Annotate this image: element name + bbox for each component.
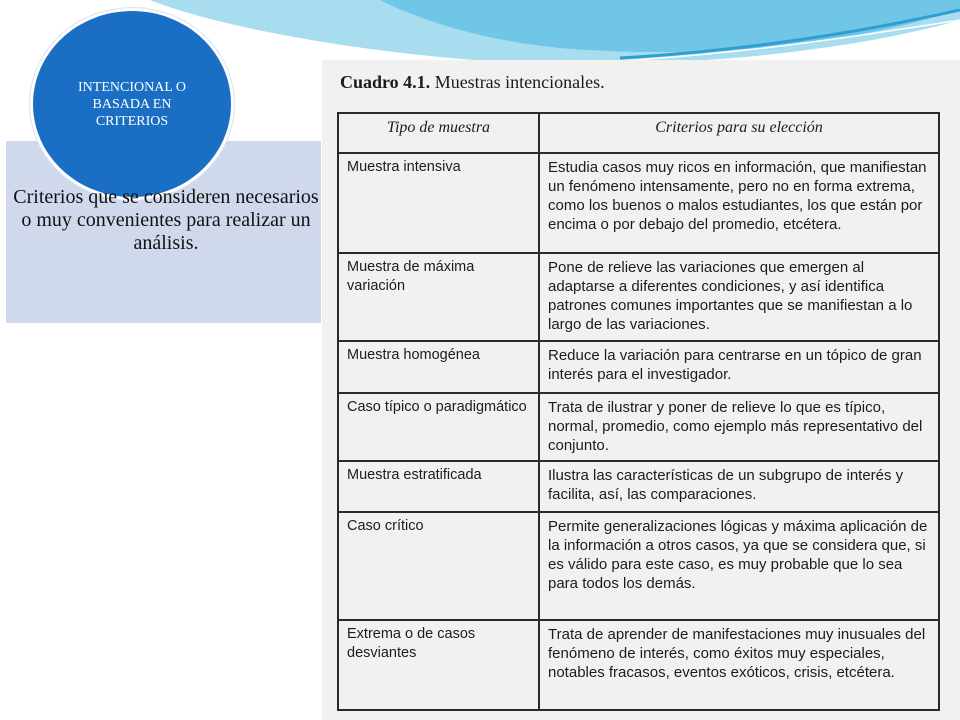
table-caption-number: Cuadro 4.1. (340, 72, 431, 92)
row-criterio: Ilustra las características de un subgrupo de interés y facilita, así, las comparaciones. (539, 461, 939, 512)
row-tipo: Muestra estratificada (338, 461, 539, 512)
row-criterio: Trata de aprender de manifestaciones muy inusuales del fenómeno de interés, como éxitos muy especiales, notables fracasos, eventos exóticos, crisis, etcétera. (539, 620, 939, 710)
table-row (338, 153, 939, 253)
table-row (338, 461, 939, 512)
table-row (338, 620, 939, 710)
table-header-row (338, 113, 939, 153)
header-criterios: Criterios para su elección (539, 113, 939, 153)
table-caption-title: Muestras intencionales. (434, 72, 605, 92)
table-row (338, 253, 939, 341)
header-tipo: Tipo de muestra (338, 113, 539, 153)
table-row (338, 512, 939, 620)
row-criterio: Estudia casos muy ricos en información, que manifiestan un fenómeno intensamente, pero no en forma extrema, como los buenos o malos estudiantes, los que están por encima o por debajo del promedio, etcétera. (539, 153, 939, 253)
row-criterio: Reduce la variación para centrarse en un tópico de gran interés para el investigador. (539, 341, 939, 393)
sampling-types-table (337, 112, 940, 711)
row-criterio: Permite generalizaciones lógicas y máxima aplicación de la información a otros casos, ya que se considera que, si es válido para este caso, es muy probable que lo sea para todos los demás. (539, 512, 939, 620)
table-row (338, 393, 939, 461)
section-title-text: INTENCIONAL O BASADA EN CRITERIOS (78, 79, 186, 129)
row-tipo: Muestra de máxima variación (338, 253, 539, 341)
table-row (338, 341, 939, 393)
row-tipo: Extrema o de casos desviantes (338, 620, 539, 710)
row-criterio: Trata de ilustrar y poner de relieve lo que es típico, normal, promedio, como ejemplo más representativo del conjunto. (539, 393, 939, 461)
row-tipo: Muestra intensiva (338, 153, 539, 253)
definition-callout-text: Criterios que se consideren necesarios o muy convenientes para realizar un análisis. (13, 186, 319, 254)
section-title-circle (30, 8, 234, 200)
row-tipo: Caso típico o paradigmático (338, 393, 539, 461)
row-criterio: Pone de relieve las variaciones que emergen al adaptarse a diferentes condiciones, y así identifica patrones comunes importantes que se manifiestan a lo largo de las variaciones. (539, 253, 939, 341)
table-caption (340, 72, 605, 93)
row-tipo: Caso crítico (338, 512, 539, 620)
row-tipo: Muestra homogénea (338, 341, 539, 393)
